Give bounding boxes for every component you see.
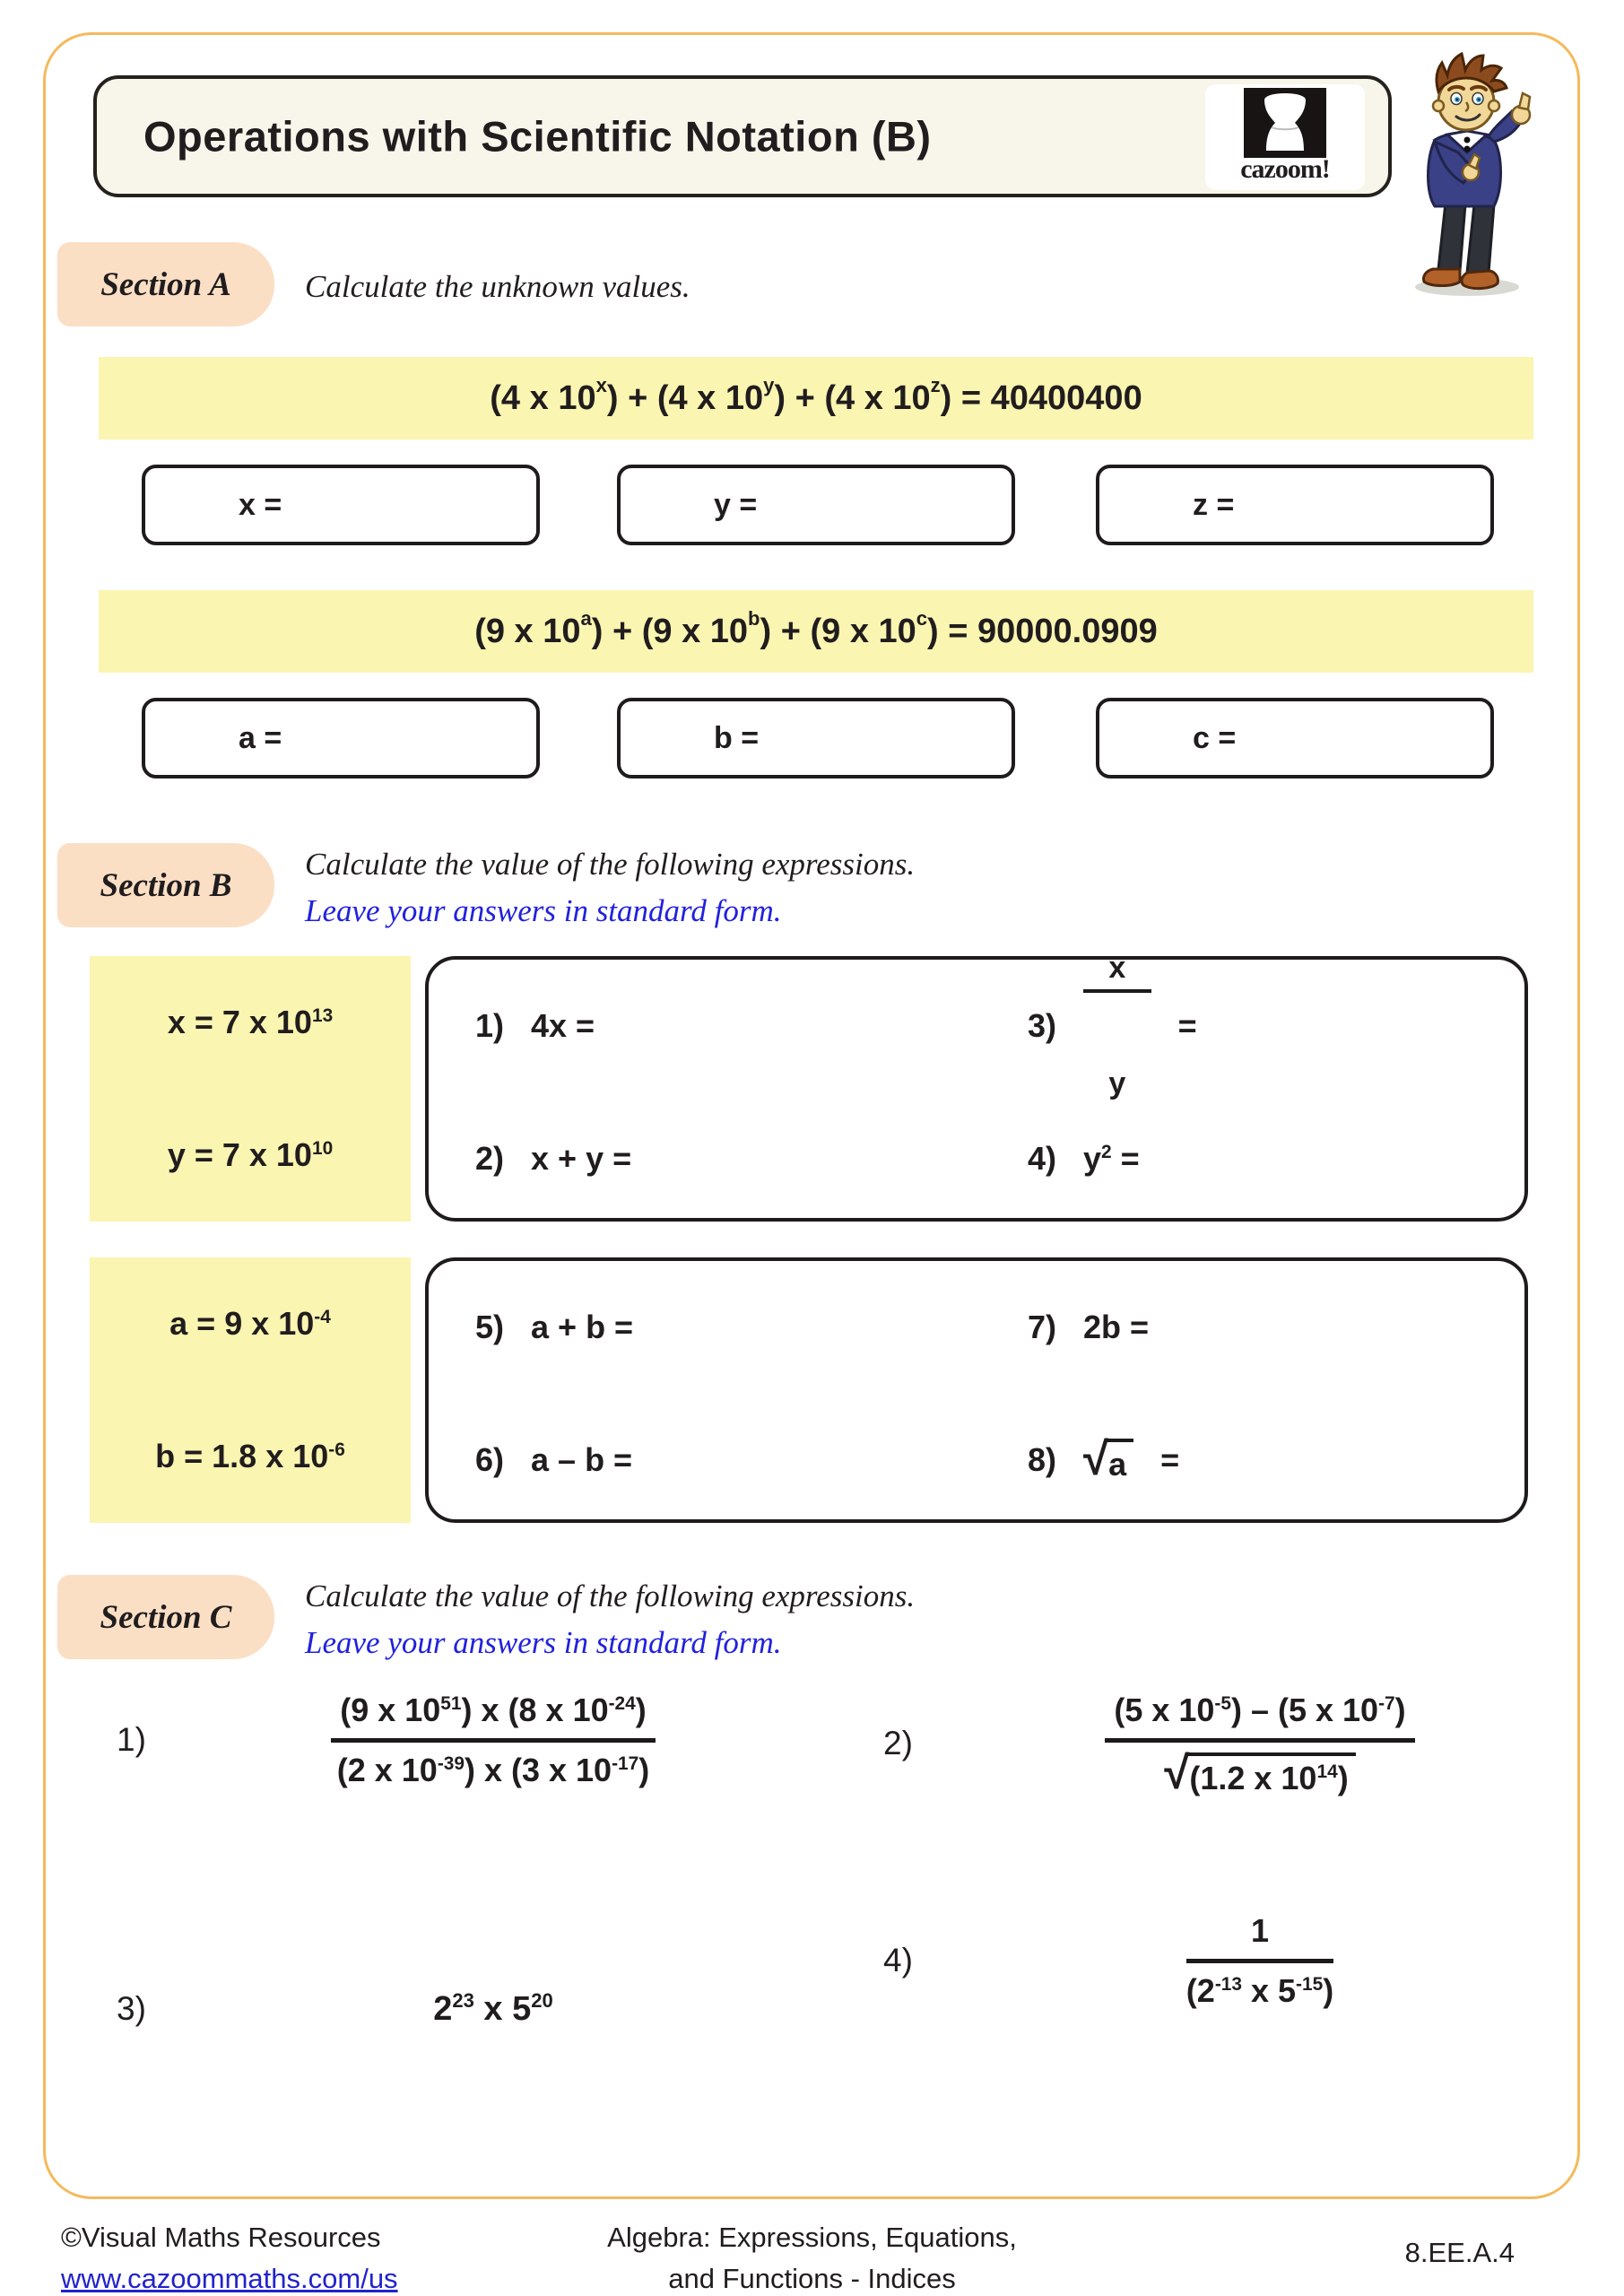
answer-box-y-label: y = [714,487,758,522]
question-box-1 [425,951,1528,1222]
fraction-numerator: 1 [1186,1910,1333,1963]
problem-c3 [117,1946,798,2072]
given-y: y = 7 x $10^{10}$ [167,1136,334,1173]
given-b: b = 1.8 x $10^{-6}$ [155,1438,345,1474]
fraction-numerator: x [1083,951,1151,993]
section-c-instruction-line1: Calculate the value of the following expressions. [305,1578,916,1613]
problem-c3-number: 3) [117,1990,146,2027]
problem-c2-expression [955,1690,1565,1797]
question-4-number: 4) [1028,1140,1057,1177]
section-c-instruction-line2: Leave your answers in standard form. [305,1625,782,1660]
problem-c2-fraction [1105,1690,1414,1797]
cazoom-logo-text: cazoom! [1240,154,1330,184]
drum-icon [1244,88,1326,158]
answer-box-x[interactable] [142,465,540,545]
question-5-number: 5) [475,1309,505,1345]
question-6 [475,1394,632,1526]
question-7-number: 7) [1028,1309,1057,1345]
question-4-expression: $y^2$ = [1083,1140,1140,1177]
problem-c2-number: 2) [883,1725,913,1761]
question-8-square-root [1083,1432,1133,1484]
problem-c4-fraction [1186,1910,1333,2010]
problem-c4-expression [955,1910,1565,2010]
given-values-panel-ab [90,1257,411,1523]
section-c-label: Section C [57,1575,274,1659]
question-1-number: 1) [475,1007,505,1044]
question-7-expression: 2b = [1083,1309,1150,1345]
question-8-equals: = [1160,1441,1180,1478]
section-b-instruction-line1: Calculate the value of the following expressions. [305,847,916,882]
answer-box-c-label: c = [1193,720,1237,755]
footer-standard-code: 8.EE.A.4 [1404,2237,1515,2268]
answer-box-b-label: b = [714,720,760,755]
question-3 [1028,951,1197,1100]
question-box-2 [425,1257,1528,1523]
problem-c4-number: 4) [883,1941,913,1979]
answer-box-y[interactable] [617,465,1015,545]
cazoom-logo [1205,84,1365,190]
footer-category-line1: Algebra: Expressions, Equations, [607,2222,1017,2253]
given-x: x = 7 x $10^{13}$ [167,1004,334,1040]
question-2-expression: x + y = [531,1140,632,1177]
radicand: (1.2 x $10^{14}$) [1186,1752,1355,1797]
fraction-numerator: (9 x $10^{51}$) x (8 x $10^{-24}$) [331,1690,656,1743]
question-7 [1028,1261,1149,1394]
fraction-denominator [1105,1743,1414,1797]
radical-sign-icon: √ [1164,1747,1190,1798]
answer-box-x-label: x = [239,487,282,522]
problem-c1-number: 1) [117,1720,146,1758]
question-8-number: 8) [1028,1441,1057,1478]
equation-2: (9 x 10 $^a$ ) + (9 x 10 $^b$ ) + (9 x 10 $^c$ ) = 90000.0909 [99,590,1533,673]
question-5-expression: a + b = [531,1309,634,1345]
page-title: Operations with Scientific Notation (B) [143,112,932,161]
section-b-instruction-line2: Leave your answers in standard form. [305,893,782,928]
question-6-number: 6) [475,1441,505,1478]
answer-box-z-label: z = [1193,487,1235,522]
answer-box-c[interactable] [1096,698,1494,778]
problem-c1-expression [188,1690,798,1789]
footer-category [0,2217,1624,2296]
given-values-panel-xy [90,956,411,1222]
answer-box-z[interactable] [1096,465,1494,545]
answer-box-a-label: a = [239,720,282,755]
square-root [1164,1747,1355,1798]
equation-1: (4 x 10 $^x$ ) + (4 x 10 $^y$ ) + (4 x 10 $^z$ ) = 40400400 [99,357,1533,439]
section-c-instruction [305,1573,915,1666]
section-b-instruction [305,841,915,935]
question-1-expression: 4x = [531,1007,595,1044]
question-5 [475,1261,633,1394]
footer-website-link[interactable]: www.cazoommaths.com/us [61,2263,398,2294]
footer-copyright: ©Visual Maths Resources [61,2222,381,2253]
fraction-denominator: y [1108,1066,1126,1100]
answer-box-a[interactable] [142,698,540,778]
question-4 [1028,1092,1140,1225]
question-1 [475,960,595,1092]
fraction-numerator: (5 x $10^{-5}) - (5$ x $10^{-7}$) [1105,1690,1414,1743]
question-6-expression: a – b = [531,1441,633,1478]
fraction-denominator: ($2^{-13}$ x $5^{-15}$) [1185,1972,1334,2009]
problem-c3-expression: $2^{23}$ x $5^{20}$ [433,1988,553,2028]
question-2 [475,1092,631,1225]
question-3-equals: = [1177,1007,1197,1044]
section-a-label: Section A [57,242,274,326]
given-a: a = 9 x $10^{-4}$ [169,1305,331,1342]
question-8 [1028,1394,1179,1526]
question-3-number: 3) [1028,1007,1057,1044]
question-2-number: 2) [475,1140,505,1177]
problem-c1 [117,1690,798,1789]
fraction-denominator: (2 x $10^{-39}$) x (3 x $10^{-17}$) [336,1752,650,1788]
radical-sign-icon: √ [1083,1432,1109,1484]
title-box [93,75,1392,197]
section-a-instruction: Calculate the unknown values. [305,269,690,304]
problem-c2 [883,1690,1565,1797]
radicand: a [1106,1439,1133,1483]
footer-category-line2: and Functions - Indices [668,2263,956,2294]
problem-c4 [883,1910,1565,2010]
answer-box-b[interactable] [617,698,1015,778]
mascot-boy-illustration [1388,52,1546,300]
section-b-label: Section B [57,843,274,927]
problem-c1-fraction [331,1690,656,1789]
